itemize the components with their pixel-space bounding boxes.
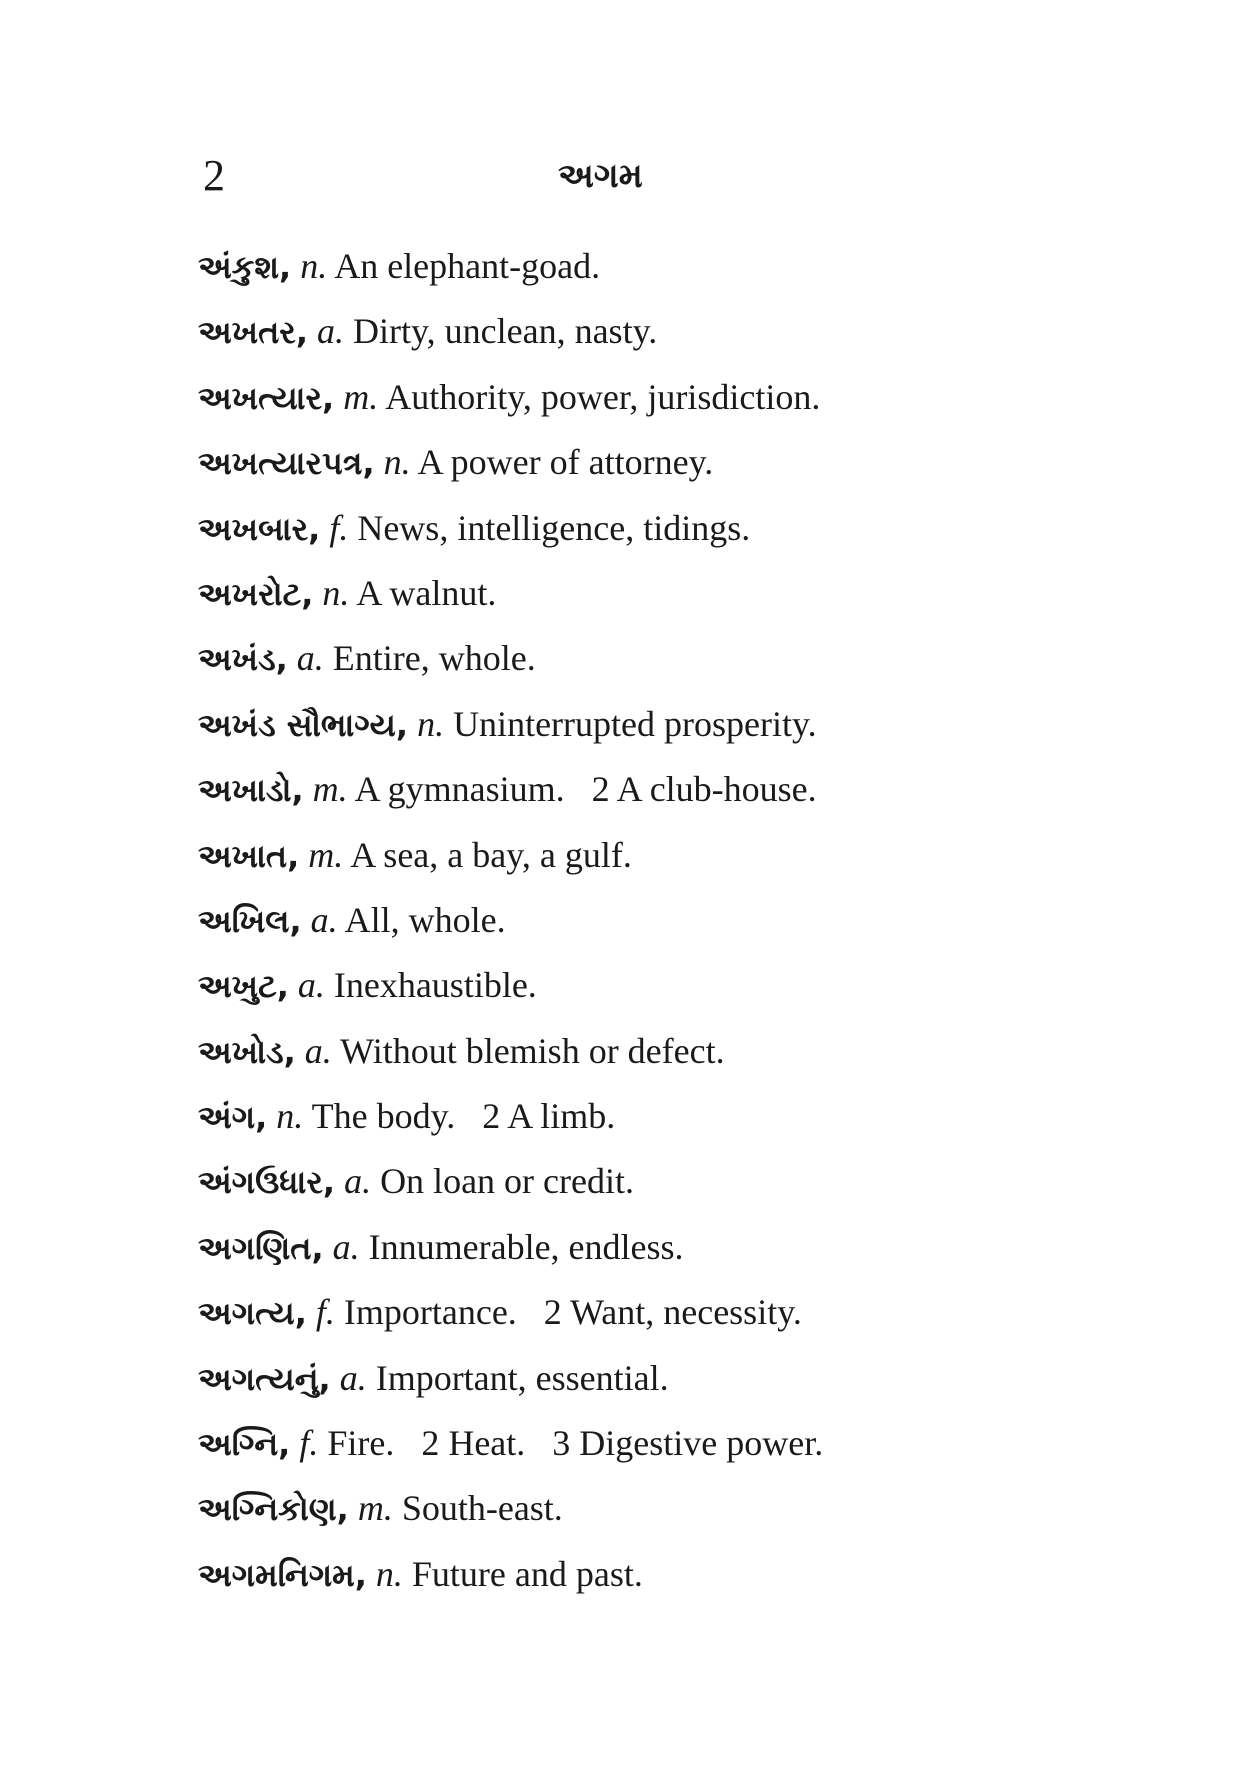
dictionary-entry [198, 829, 1178, 894]
entry-pos: m. [308, 834, 344, 875]
entry-pos: f. [329, 507, 349, 548]
dictionary-entry [198, 959, 1178, 1024]
dictionary-entry [198, 763, 1178, 828]
entry-definition: Future and past. [411, 1553, 643, 1594]
entry-headword: અખંડ સૌભાગ્ય, [198, 705, 409, 744]
entry-definition: An elephant-goad. [334, 246, 601, 286]
entry-pos: a. [316, 311, 344, 352]
entry-headword: અખિલ, [198, 901, 302, 940]
dictionary-entry [198, 567, 1178, 632]
entry-definition: Entire, whole. [332, 638, 536, 679]
entry-list [198, 240, 1178, 1613]
dictionary-entry [198, 1352, 1178, 1417]
entry-pos: n. [417, 703, 445, 744]
running-head: અગમ [558, 156, 643, 196]
entry-headword: અંકુશ, [198, 248, 292, 286]
entry-pos: f. [299, 1423, 319, 1464]
entry-headword: અખતર, [198, 313, 308, 352]
entry-headword: અગ્નિ, [198, 1425, 291, 1464]
entry-pos: a. [296, 638, 324, 679]
dictionary-entry [198, 1548, 1178, 1613]
dictionary-entry [198, 240, 1178, 305]
entry-pos: a. [297, 965, 325, 1006]
dictionary-entry [198, 1286, 1178, 1351]
entry-pos: n. [322, 572, 350, 613]
entry-definition: Fire. 2 Heat. 3 Digestive power. [327, 1423, 824, 1464]
entry-headword: અખાડો, [198, 771, 304, 810]
entry-headword: અખબાર, [198, 509, 321, 548]
page-number: 2 [203, 151, 225, 200]
entry-headword: અગ્નિકોણ, [198, 1490, 349, 1529]
dictionary-entry [198, 502, 1178, 567]
entry-headword: અગત્ય, [198, 1294, 307, 1333]
entry-headword: અગમનિગમ, [198, 1555, 367, 1594]
entry-definition: On loan or credit. [380, 1161, 634, 1202]
entry-definition: The body. 2 A limb. [311, 1096, 616, 1137]
entry-definition: Inexhaustible. [333, 965, 537, 1006]
dictionary-entry [198, 1090, 1178, 1155]
entry-pos: a. [332, 1226, 360, 1267]
entry-definition: Innumerable, endless. [368, 1226, 684, 1267]
entry-pos: a. [304, 1030, 332, 1071]
entry-definition: Important, essential. [375, 1357, 669, 1398]
entry-headword: અખોડ, [198, 1032, 296, 1071]
entry-headword: અંગઉધાર, [198, 1163, 336, 1202]
entry-headword: અખત્યાર, [198, 378, 335, 417]
dictionary-entry [198, 371, 1178, 436]
entry-pos: m. [357, 1488, 393, 1529]
entry-headword: અખાત, [198, 836, 300, 875]
entry-definition: Importance. 2 Want, necessity. [343, 1292, 802, 1333]
entry-definition: Uninterrupted prosperity. [453, 703, 817, 744]
entry-definition: All, whole. [344, 899, 506, 940]
dictionary-entry [198, 1221, 1178, 1286]
entry-definition: A sea, a bay, a gulf. [350, 834, 632, 875]
entry-headword: અખરોટ, [198, 574, 314, 613]
dictionary-entry [198, 436, 1178, 501]
entry-headword: અંગ, [198, 1098, 268, 1137]
entry-headword: અખંડ, [198, 640, 288, 679]
dictionary-entry [198, 698, 1178, 763]
page-header [203, 150, 1103, 210]
entry-pos: n. [375, 1553, 403, 1594]
dictionary-entry [198, 1482, 1178, 1547]
dictionary-entry [198, 305, 1178, 370]
entry-definition: South-east. [401, 1488, 563, 1529]
entry-pos: m. [312, 769, 348, 810]
entry-definition: Authority, power, jurisdiction. [385, 376, 821, 417]
entry-headword: અગણિત, [198, 1228, 324, 1267]
entry-headword: અગત્યનું, [198, 1359, 331, 1398]
entry-definition: A walnut. [356, 572, 497, 613]
entry-pos: n. [383, 442, 411, 483]
entry-headword: અખુટ, [198, 967, 289, 1006]
entry-definition: News, intelligence, tidings. [357, 507, 751, 548]
dictionary-entry [198, 632, 1178, 697]
dictionary-entry [198, 1417, 1178, 1482]
entry-pos: n. [300, 246, 328, 286]
entry-pos: a. [310, 899, 338, 940]
dictionary-entry [198, 1155, 1178, 1220]
entry-pos: a. [339, 1357, 367, 1398]
entry-headword: અખત્યારપત્ર, [198, 444, 375, 483]
entry-definition: Dirty, unclean, nasty. [352, 311, 658, 352]
entry-pos: m. [343, 376, 379, 417]
entry-definition: A gymnasium. 2 A club-house. [354, 769, 817, 810]
entry-pos: f. [315, 1292, 335, 1333]
entry-pos: n. [276, 1096, 304, 1137]
entry-definition: Without blemish or defect. [340, 1030, 725, 1071]
entry-pos: a. [344, 1161, 372, 1202]
dictionary-entry [198, 894, 1178, 959]
dictionary-entry [198, 1025, 1178, 1090]
entry-definition: A power of attorney. [417, 442, 714, 483]
